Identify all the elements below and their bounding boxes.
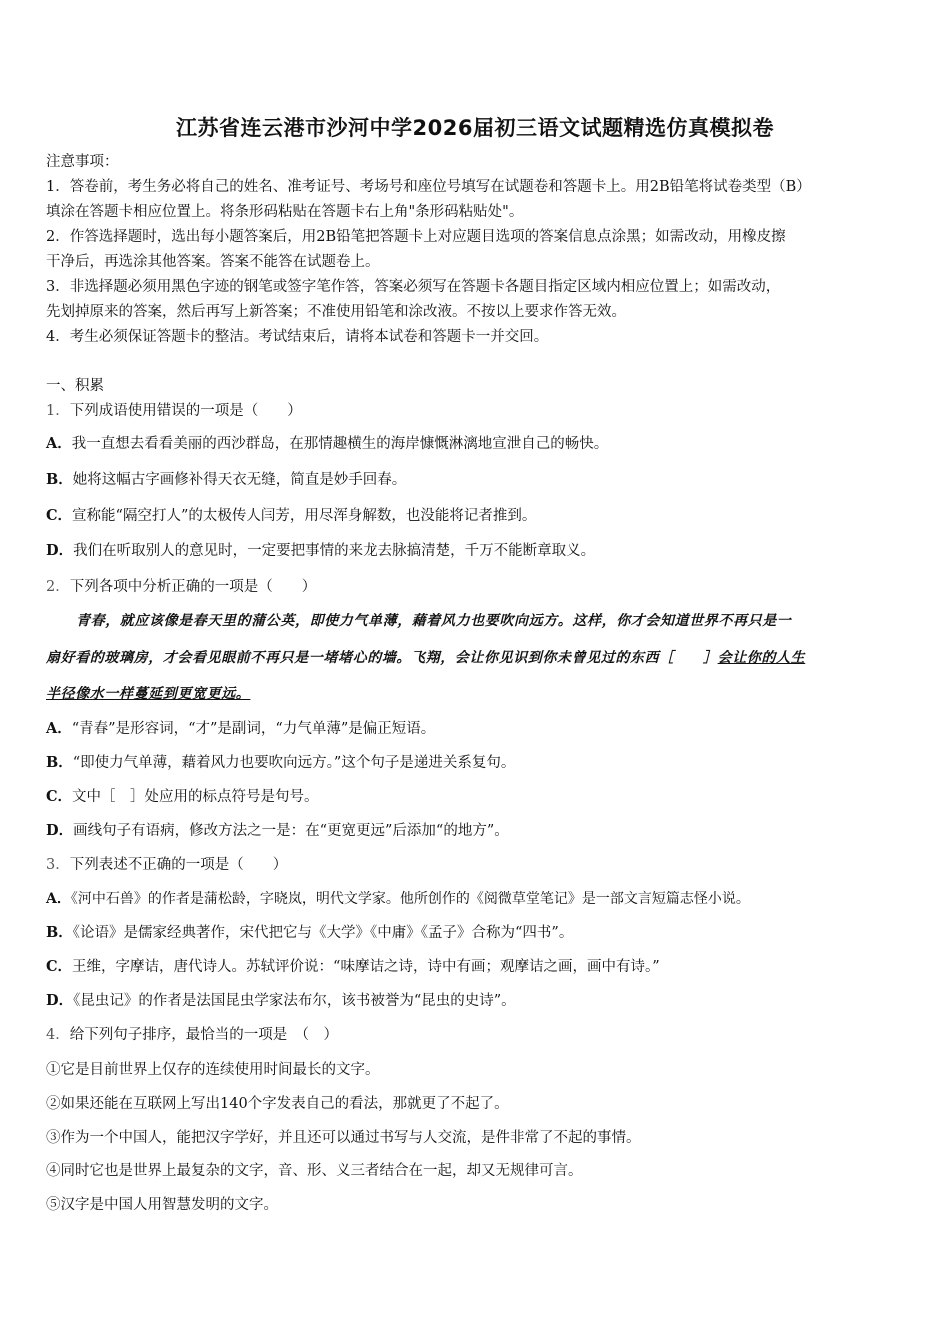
notice-line: 3．非选择题必须用黑色字迹的钢笔或签字笔作答，答案必须写在答题卡各题目指定区域内相应位置上；如需改动， <box>46 279 781 295</box>
sentence-mark: ⑤ <box>46 1197 61 1213</box>
option-text: 我们在听取别人的意见时，一定要把事情的来龙去脉搞清楚，千万不能断章取义。 <box>73 543 596 559</box>
q2-option-b <box>46 753 515 773</box>
notice-line: 2．作答选择题时，选出每小题答案后，用2B铅笔把答题卡上对应题目选项的答案信息点涂黑；如需改动，用橡皮擦 <box>46 229 786 245</box>
passage-line <box>46 648 805 668</box>
q4-sentence-5 <box>46 1195 278 1215</box>
option-text: 文中［ ］处应用的标点符号是句号。 <box>72 789 319 805</box>
q3-option-d <box>46 991 516 1011</box>
question-text: 下列表述不正确的一项是（ ） <box>69 857 288 873</box>
notice-line: 先划掉原来的答案，然后再写上新答案；不准使用铅笔和涂改液。不按以上要求作答无效。 <box>46 304 626 320</box>
option-text: 画线句子有语病，修改方法之一是：在“更宽更远”后添加“的地方”。 <box>73 823 509 839</box>
q3-option-b <box>46 923 573 943</box>
option-text: 《论语》是儒家经典著作，宋代把它与《大学》《中庸》《孟子》合称为“四书”。 <box>72 925 574 941</box>
question-number: 3． <box>46 857 70 873</box>
sentence-mark: ③ <box>46 1130 61 1146</box>
q2-option-d <box>46 821 509 841</box>
question-2-stem <box>46 577 316 597</box>
q4-sentence-4 <box>46 1161 583 1181</box>
option-text: 我一直想去看看美丽的西沙群岛，在那情趣横生的海岸慷慨淋漓地宣泄自己的畅快。 <box>71 436 609 452</box>
option-key: A． <box>46 891 71 907</box>
q3-option-a <box>46 889 750 909</box>
question-text: 下列成语使用错误的一项是（ ） <box>69 403 302 419</box>
notice-line: 干净后，再选涂其他答案。答案不能答在试题卷上。 <box>46 254 380 270</box>
question-text: 下列各项中分析正确的一项是（ ） <box>69 579 317 595</box>
notice-line: 4．考生必须保证答题卡的整洁。考试结束后，请将本试卷和答题卡一并交回。 <box>46 329 549 345</box>
option-key: D． <box>46 992 74 1009</box>
question-text: 给下列句子排序，最恰当的一项是 （ ） <box>69 1027 338 1043</box>
sentence-text: 如果还能在互联网上写出140个字发表自己的看法，那就更了不起了。 <box>60 1096 509 1112</box>
q4-sentence-3 <box>46 1128 641 1148</box>
underlined-sentence: 半径像水一样蔓延到更宽更远。 <box>46 686 251 702</box>
option-key: A． <box>46 435 72 452</box>
q2-option-a <box>46 719 435 739</box>
option-text: 宣称能“隔空打人”的太极传人闫芳，用尽浑身解数，也没能将记者推到。 <box>72 508 537 524</box>
option-key: B． <box>46 471 73 488</box>
q3-option-c <box>46 957 660 977</box>
question-number: 4． <box>46 1027 70 1043</box>
option-text: “即使力气单薄，藉着风力也要吹向远方。”这个句子是递进关系复句。 <box>72 755 516 771</box>
option-text: 她将这幅古字画修补得天衣无缝，简直是妙手回春。 <box>72 472 407 488</box>
q4-sentence-2 <box>46 1094 509 1114</box>
option-key: C． <box>46 958 73 975</box>
sentence-text: 同时它也是世界上最复杂的文字，音、形、义三者结合在一起，却又无规律可言。 <box>60 1163 583 1179</box>
option-text: 《河中石兽》的作者是蒲松龄，字晓岚，明代文学家。他所创作的《阅微草堂笔记》是一部文言短篇志怪小说。 <box>70 891 750 907</box>
notice-line: 填涂在答题卡相应位置上。将条形码粘贴在答题卡右上角"条形码粘贴处"。 <box>46 204 524 220</box>
passage-text: 扇好看的玻璃房，才会看见眼前不再只是一堵堵心的墙。飞翔，会让你见识到你未曾见过的东西［ ］ <box>46 650 718 666</box>
q1-option-b <box>46 470 406 490</box>
underlined-sentence: 会让你的人生 <box>717 650 806 666</box>
option-key: A． <box>46 720 72 737</box>
sentence-mark: ④ <box>46 1163 61 1179</box>
option-key: C． <box>46 507 73 524</box>
option-key: C． <box>46 788 73 805</box>
option-key: B． <box>46 924 73 941</box>
passage-line <box>46 684 250 704</box>
option-text: “青春”是形容词，“才”是副词，“力气单薄”是偏正短语。 <box>71 721 436 737</box>
option-key: B． <box>46 754 73 771</box>
notice-line: 1．答卷前，考生务必将自己的姓名、准考证号、考场号和座位号填写在试题卷和答题卡上。用2B铅笔将试卷类型（B） <box>46 179 811 195</box>
question-4-stem <box>46 1025 338 1045</box>
option-text: 《昆虫记》的作者是法国昆虫学家法布尔，该书被誉为“昆虫的史诗”。 <box>73 993 516 1009</box>
question-3-stem <box>46 855 287 875</box>
option-key: D． <box>46 542 74 559</box>
q1-option-a <box>46 434 608 454</box>
sentence-mark: ② <box>46 1096 61 1112</box>
q1-option-c <box>46 506 536 526</box>
sentence-text: 作为一个中国人，能把汉字学好，并且还可以通过书写与人交流，是件非常了不起的事情。 <box>60 1130 641 1146</box>
q4-sentence-1 <box>46 1060 380 1080</box>
question-number: 1． <box>46 403 70 419</box>
question-number: 2． <box>46 579 70 595</box>
section-heading: 一、积累 <box>46 378 104 394</box>
sentence-mark: ① <box>46 1062 61 1078</box>
option-text: 王维，字摩诘，唐代诗人。苏轼评价说：“味摩诘之诗，诗中有画；观摩诘之画，画中有诗。” <box>72 959 660 975</box>
option-key: D． <box>46 822 74 839</box>
page-title: 江苏省连云港市沙河中学2026届初三语文试题精选仿真模拟卷 <box>176 116 774 140</box>
q1-option-d <box>46 541 595 561</box>
passage-line: 青春，就应该像是春天里的蒲公英，即使力气单薄，藉着风力也要吹向远方。这样，你才会知道世界不再只是一 <box>76 613 792 629</box>
sentence-text: 它是目前世界上仅存的连续使用时间最长的文字。 <box>60 1062 380 1078</box>
q2-option-c <box>46 787 319 807</box>
question-1-stem <box>46 401 302 421</box>
sentence-text: 汉字是中国人用智慧发明的文字。 <box>60 1197 278 1213</box>
notice-heading: 注意事项： <box>46 154 119 170</box>
